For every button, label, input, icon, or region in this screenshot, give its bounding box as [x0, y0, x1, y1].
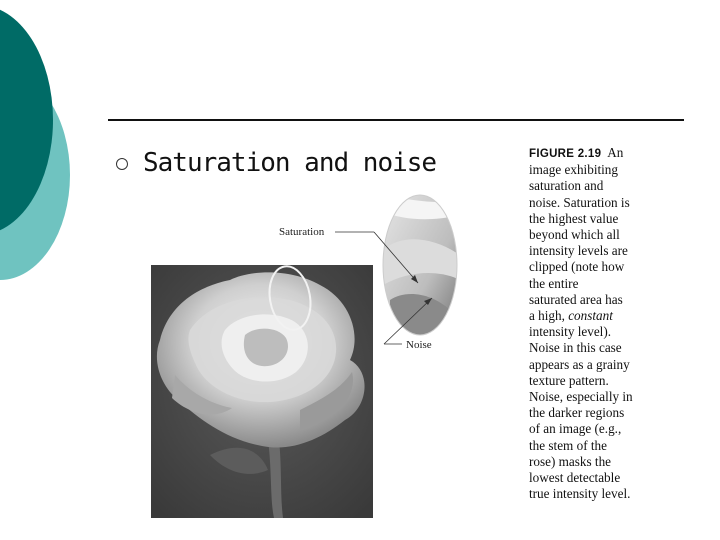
caption-line: Noise, especially in: [529, 389, 633, 405]
figure-label: FIGURE 2.19: [529, 148, 602, 160]
caption-italic-text: constant: [568, 308, 613, 324]
caption-line: of an image (e.g.,: [529, 421, 622, 437]
caption-line: intensity levels are: [529, 243, 628, 259]
caption-line-1: [529, 145, 654, 162]
caption-line: Noise in this case: [529, 340, 622, 356]
caption-line: the entire: [529, 275, 579, 291]
caption-line: texture pattern.: [529, 372, 609, 388]
figure-caption: [529, 145, 654, 502]
saturation-label: Saturation: [279, 226, 325, 238]
caption-line: clipped (note how: [529, 259, 625, 275]
caption-line: the stem of the: [529, 437, 608, 453]
caption-line: the highest value: [529, 210, 619, 226]
caption-line: the darker regions: [529, 405, 625, 421]
caption-line: lowest detectable: [529, 470, 621, 486]
caption-line: [529, 308, 654, 324]
caption-line: image exhibiting: [529, 162, 618, 178]
caption-line: intensity level).: [529, 324, 612, 340]
caption-line: saturated area has: [529, 291, 623, 307]
caption-text: a high,: [529, 308, 565, 324]
noise-label: Noise: [406, 339, 432, 351]
caption-line: rose) masks the: [529, 453, 612, 469]
caption-line: saturation and: [529, 178, 604, 194]
caption-line: appears as a grainy: [529, 356, 630, 372]
caption-line: true intensity level.: [529, 486, 631, 502]
caption-line: beyond which all: [529, 227, 620, 243]
caption-line: noise. Saturation is: [529, 194, 630, 210]
caption-text: An: [607, 145, 624, 160]
slide-title: Saturation and noise: [143, 148, 437, 178]
